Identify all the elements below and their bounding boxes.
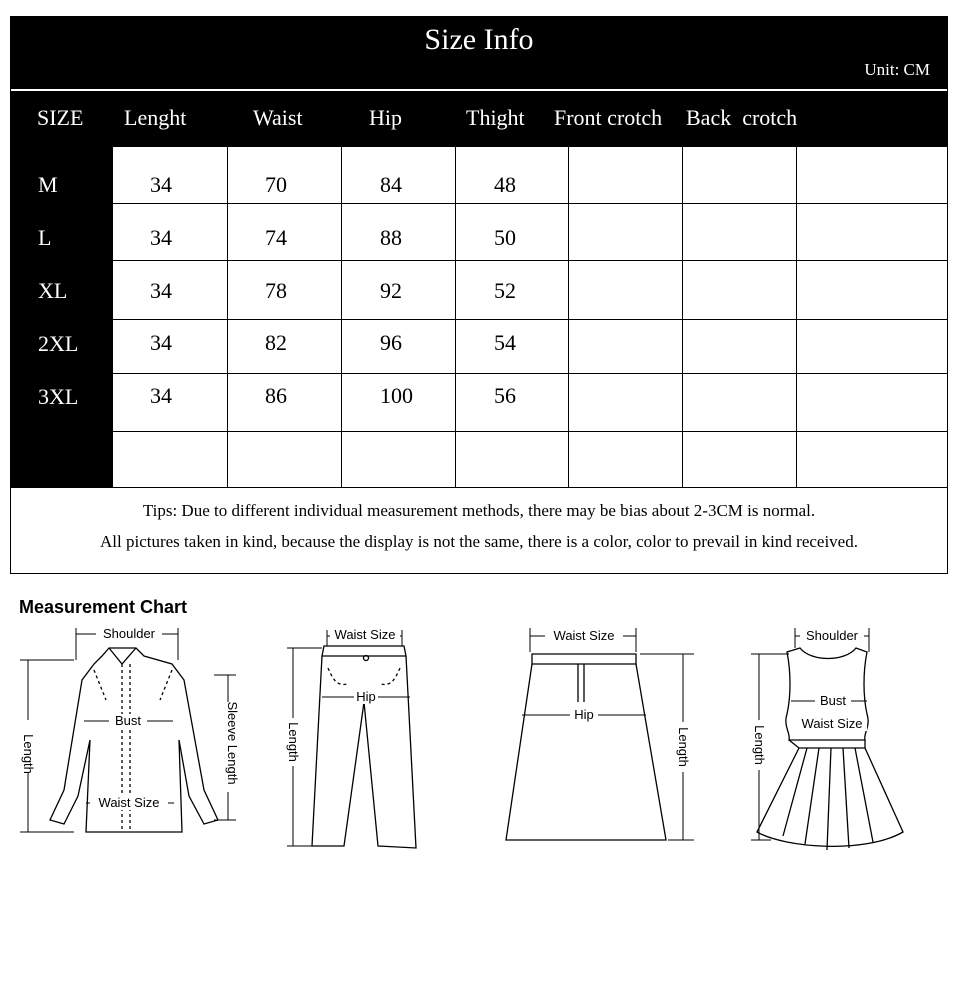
tip-text: All pictures taken in kind, because the display is not the same, there is a color, color to prevail in kind received. [100, 532, 858, 551]
skirt-waist-label: Waist Size [553, 628, 615, 643]
dress-waist-label: Waist Size [801, 716, 863, 731]
cell-waist: 82 [265, 330, 287, 355]
header-size: SIZE [37, 105, 84, 130]
header-front-crotch: Front crotch [554, 105, 663, 130]
pants-length-label: Length [286, 722, 301, 762]
shirt-waist-label: Waist Size [98, 795, 160, 810]
cell-length: 34 [150, 330, 172, 355]
size-info-table [10, 16, 948, 574]
shirt-diagram [14, 620, 249, 845]
header-thigh: Thight [466, 105, 525, 130]
header-back-crotch: Back crotch [686, 105, 798, 130]
skirt-hip-label: Hip [574, 707, 594, 722]
cell-waist: 78 [265, 278, 287, 303]
shirt-length-label: Length [21, 734, 36, 774]
skirt-diagram [500, 622, 700, 847]
header-waist: Waist [253, 105, 303, 130]
cell-thigh: 56 [494, 383, 516, 408]
dress-shoulder-label: Shoulder [805, 628, 859, 643]
size-label: 2XL [38, 331, 79, 356]
tip-text: Tips: Due to different individual measurement methods, there may be bias about 2-3CM is normal. [142, 501, 816, 520]
skirt-length-label: Length [676, 727, 691, 767]
cell-length: 34 [150, 383, 172, 408]
cell-thigh: 48 [494, 172, 516, 197]
cell-length: 34 [150, 278, 172, 303]
cell-length: 34 [150, 225, 172, 250]
cell-length: 34 [150, 172, 172, 197]
pants-waist-label: Waist Size [334, 627, 396, 642]
header-length: Lenght [124, 105, 187, 130]
cell-waist: 86 [265, 383, 287, 408]
skirt-outline-icon [506, 654, 666, 840]
cell-thigh: 54 [494, 330, 516, 355]
shirt-bust-label: Bust [114, 713, 142, 728]
header-hip: Hip [369, 105, 402, 130]
cell-thigh: 52 [494, 278, 516, 303]
cell-hip: 92 [380, 278, 402, 303]
unit-label: Unit: CM [864, 60, 930, 79]
measurement-chart-title: Measurement Chart [19, 597, 188, 617]
size-label: L [38, 225, 52, 250]
table-title: Size Info [424, 23, 534, 56]
pants-diagram [282, 622, 432, 852]
cell-hip: 88 [380, 225, 402, 250]
dress-outline-icon [757, 648, 903, 850]
dress-diagram [745, 622, 915, 857]
pants-outline-icon [312, 646, 416, 848]
size-label: XL [38, 278, 68, 303]
table-grid [11, 17, 947, 487]
tips-box [11, 487, 947, 574]
cell-waist: 74 [265, 225, 287, 250]
shirt-shoulder-label: Shoulder [102, 626, 156, 641]
cell-hip: 100 [380, 383, 413, 408]
size-label: M [38, 172, 58, 197]
cell-hip: 96 [380, 330, 402, 355]
dress-bust-label: Bust [819, 693, 847, 708]
size-label: 3XL [38, 384, 79, 409]
cell-thigh: 50 [494, 225, 516, 250]
dress-length-label: Length [752, 725, 767, 765]
cell-waist: 70 [265, 172, 287, 197]
pants-hip-label: Hip [356, 689, 376, 704]
cell-hip: 84 [380, 172, 402, 197]
shirt-sleeve-label: Sleeve Length [225, 701, 240, 785]
